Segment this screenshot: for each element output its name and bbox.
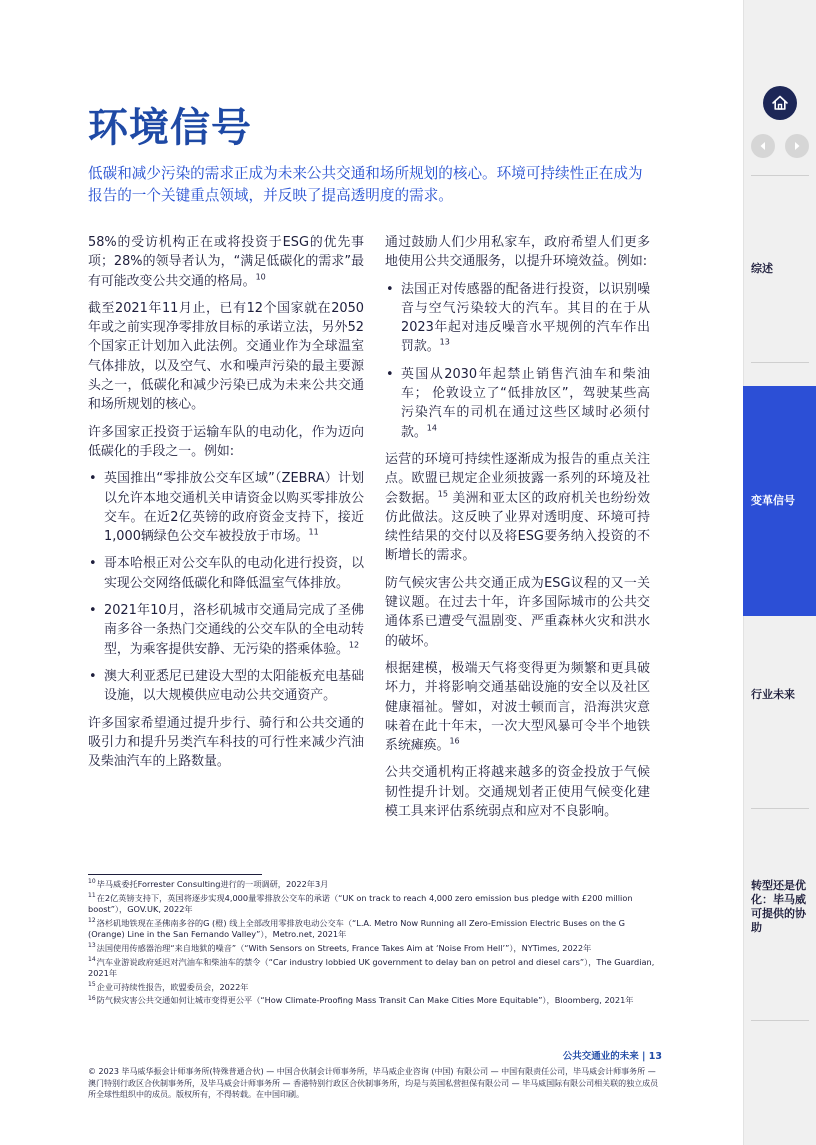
footnote-ref: 11 bbox=[308, 527, 319, 537]
list-item: • 英国推出“零排放公交车区域”（ZEBRA）计划以允许本地交通机关申请资金以购买零排放公交车。在近2亿英镑的政府资金支持下，接近1,000辆绿色公交车被投放于市场。$^{11}$ bbox=[88, 469, 364, 546]
footnote: $^{15}$企业可持续性报告，欧盟委员会，2022年 bbox=[88, 981, 249, 992]
sidebar-item-industry-future[interactable]: 行业未来 bbox=[751, 688, 795, 701]
list-item: • 哥本哈根正对公交车队的电动化进行投资，以实现公交网络低碳化和降低温室气体排放。 bbox=[88, 554, 364, 593]
sidebar-divider bbox=[751, 1020, 809, 1021]
sidebar-item-label: 变革信号 bbox=[751, 494, 795, 507]
right-paragraph-5: 公共交通机构正将越来越多的资金投放于气候韧性提升计划。交通规划者正使用气候变化建模工具来评估系统弱点和应对不良影响。 bbox=[385, 765, 650, 820]
footnote: $^{10}$毕马威委托Forrester Consulting进行的一项调研，2022年3月 bbox=[88, 878, 329, 889]
chevron-right-icon bbox=[791, 140, 803, 152]
left-paragraph-2: 截至2021年11月止，已有12个国家就在2050年或之前实现净零排放目标的承诺立法，另外52个国家正计划加入此法例。交通业作为全球温室气体排放，以及空气、水和噪声污染的最主要源头之一，低碳化和减少污染已成为未来公共交通和场所规划的核心。 bbox=[88, 300, 364, 413]
footnote-divider bbox=[88, 874, 262, 875]
footnotes bbox=[88, 879, 662, 1009]
right-paragraph-1: 通过鼓励人们少用私家车，政府希望人们更多地使用公共交通服务，以提升环境效益。例如: bbox=[385, 235, 650, 270]
left-paragraph-4: 许多国家希望通过提升步行、骑行和公共交通的吸引力和提升另类汽车科技的可行性来减少汽油及柴油汽车的上路数量。 bbox=[88, 715, 364, 770]
chevron-left-icon bbox=[757, 140, 769, 152]
copyright-notice: © 2023 毕马威华振会计师事务所(特殊普通合伙) — 中国合伙制会计师事务所，毕马威企业咨询 (中国) 有限公司 — 中国有限责任公司，毕马威会计师事务所 — 澳门特别行政区合伙制事务所，及毕马威会计师事务所 — 香港特别行政区合伙制事务所，均是与英国私营担保有限公司 — 毕马威国际有限公司相关联的独立成员所全球性组织中的成员。版权所有，不得转载。在中国印刷。 bbox=[88, 1067, 659, 1099]
footnote: $^{11}$在2亿英镑支持下，英国将逐步实现4,000量零排放公交车的承诺（“UK on track to reach 4,000 zero emission bus pledge with £200 million boost”），GOV.UK, 2022年 bbox=[88, 891, 633, 915]
sidebar-divider bbox=[751, 362, 809, 363]
list-item: • 英国从2030年起禁止销售汽油车和柴油车； 伦敦设立了“低排放区”，驾驶某些高污染汽车的司机在通过这些区域时必须付款。$^{14}$ bbox=[385, 365, 650, 442]
sidebar-divider bbox=[751, 808, 809, 809]
footnote: $^{13}$法国使用传感器治理“来自地狱的噪音”（“With Sensors on Streets, France Takes Aim at ‘Noise From Hell’”），NYTimes, 2022年 bbox=[88, 942, 592, 953]
home-icon bbox=[770, 93, 790, 113]
right-column bbox=[385, 233, 650, 829]
footnote-ref: 16 bbox=[449, 736, 460, 746]
left-paragraph-1: 58%的受访机构正在或将投资于ESG的优先事项；28%的领导者认为，“满足低碳化的需求”最有可能改变公共交通的格局。$^{10}$ bbox=[88, 235, 364, 289]
footnote-ref: 14 bbox=[426, 423, 437, 433]
right-paragraph-3: 防气候灾害公共交通正成为ESG议程的又一关键议题。在过去十年，许多国际城市的公共交通体系已遭受气温剧变、严重森林火灾和洪水的破坏。 bbox=[385, 575, 650, 649]
sidebar-item-signals-of-change[interactable] bbox=[743, 386, 816, 616]
footnote: $^{12}$洛杉矶地铁现在圣佛南多谷的G (橙) 线上全部改用零排放电动公交车（“L.A. Metro Now Running all Zero-Emission Electric Buses on the G (Orange) Line in the San Fernando Valley”），Metro.net, 2021年 bbox=[88, 917, 626, 940]
footnote: $^{16}$防气候灾害公共交通如何让城市变得更公平（“How Climate-Proofing Mass Transit Can Make Cities More Equitable”），Bloomberg, 2021年 bbox=[88, 994, 634, 1006]
left-paragraph-3: 许多国家正投资于运输车队的电动化，作为迈向低碳化的手段之一。例如: bbox=[88, 424, 364, 459]
footnote: $^{14}$汽车业游说政府延迟对汽油车和柴油车的禁令（“Car industry lobbied UK government to delay ban on petrol and diesel cars”），The Guardian, 2021年 bbox=[88, 955, 655, 979]
list-item: • 法国正对传感器的配备进行投资，以识别噪音与空气污染较大的汽车。其目的在于从2023年起对违反噪音水平规例的汽车作出罚款。$^{13}$ bbox=[385, 280, 650, 357]
footnote-ref: 10 bbox=[255, 272, 266, 282]
left-column bbox=[88, 233, 364, 779]
sidebar-item-overview[interactable]: 综述 bbox=[751, 262, 773, 275]
right-bullet-list bbox=[385, 280, 650, 442]
previous-page-button[interactable] bbox=[751, 134, 775, 158]
sidebar-item-kpmg-support[interactable]: 转型还是优化：毕马威可提供的协助 bbox=[751, 879, 806, 934]
footnote-ref: 12 bbox=[348, 640, 360, 650]
list-item: • 澳大利亚悉尼已建设大型的太阳能板充电基础设施，以大规模供应电动公共交通资产。 bbox=[88, 667, 364, 706]
lede-paragraph: 低碳和减少污染的需求正成为未来公共交通和场所规划的核心。环境可持续性正在成为报告的一个关键重点领域，并反映了提高透明度的需求。 bbox=[88, 165, 643, 204]
list-item: • 2021年10月，洛杉矶城市交通局完成了圣佛南多谷一条热门交通线的公交车队的全电动转型，为乘客提供安静、无污染的搭乘体验。$^{12}$ bbox=[88, 601, 364, 659]
page-title: 环境信号 bbox=[88, 105, 252, 151]
next-page-button[interactable] bbox=[785, 134, 809, 158]
left-bullet-list bbox=[88, 469, 364, 705]
page-number: 公共交通业的未来 | 13 bbox=[562, 1051, 662, 1062]
sidebar-divider bbox=[751, 175, 809, 176]
right-paragraph-2: 运营的环境可持续性逐渐成为报告的重点关注点。欧盟已规定企业须披露一系列的环境及社会数据。$^{15}$ 美洲和亚太区的政府机关也纷纷效仿此做法。这反映了业界对透明度、环境可持续性结果的交付以及将ESG要务纳入投资的不断增长的需求。 bbox=[385, 451, 650, 564]
footnote-ref: 13 bbox=[439, 338, 450, 348]
home-button[interactable] bbox=[763, 86, 797, 120]
footnote-ref: 15 bbox=[437, 489, 448, 499]
right-paragraph-4: 根据建模，极端天气将变得更为频繁和更具破坏力，并将影响交通基础设施的安全以及社区健康福祉。譬如，对波士顿而言，沿海洪灾意味着在此十年末，一次大型风暴可令半个地铁系统瘫痪。$^{16}$ bbox=[385, 660, 650, 754]
